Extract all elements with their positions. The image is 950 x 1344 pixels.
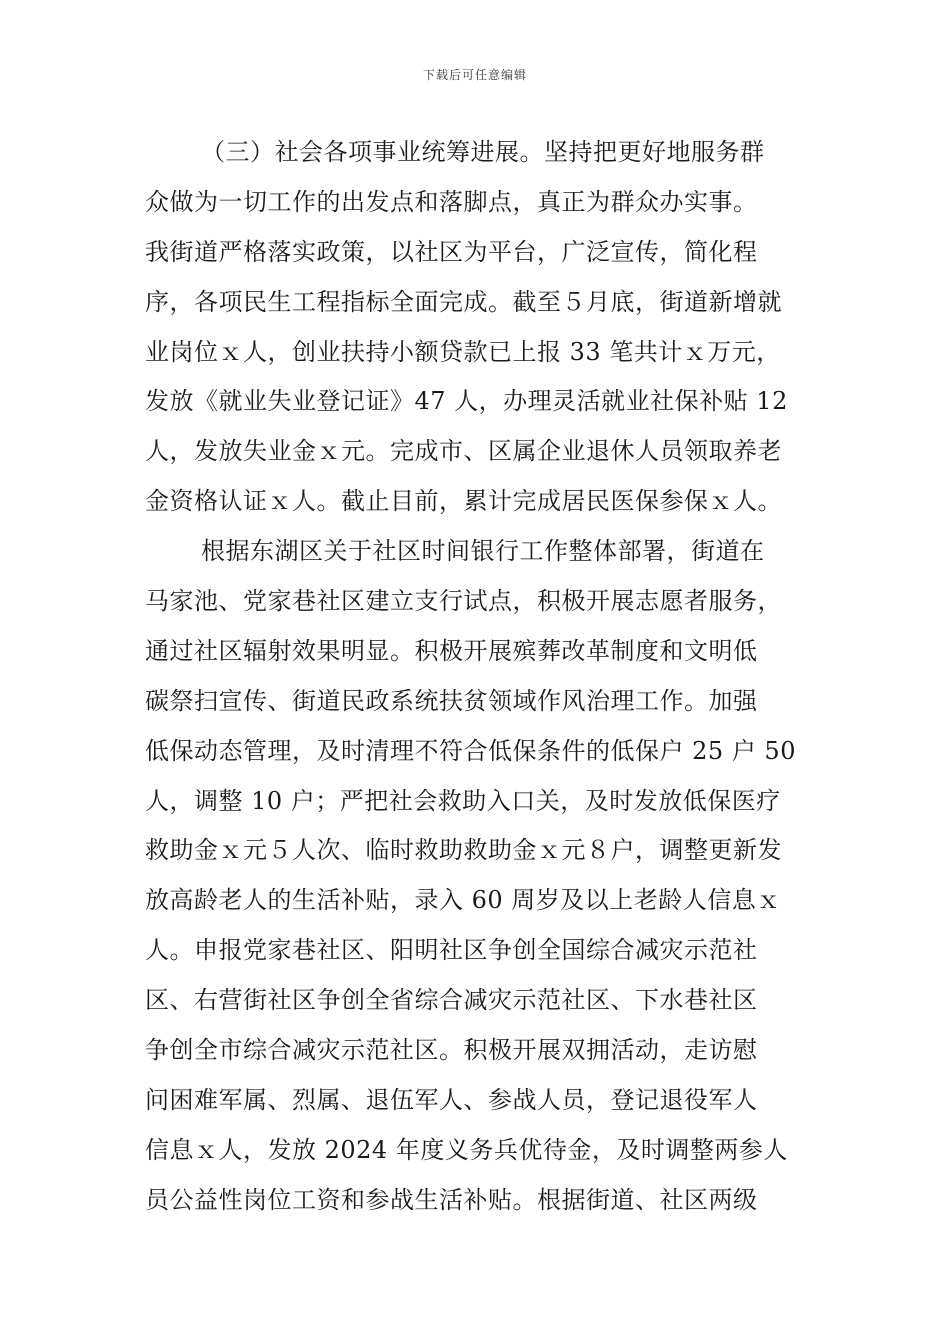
text-line: 低保动态管理，及时清理不符合低保条件的低保户 25 户 50 (145, 736, 796, 765)
text-line: 序，各项民生工程指标全面完成。截至５月底，街道新增就 (145, 287, 782, 316)
text-line: 救助金ｘ元５人次、临时救助救助金ｘ元８户，调整更新发 (145, 836, 782, 865)
text-line: 人。申报党家巷社区、阳明社区争创全国综合减灾示范社 (145, 936, 758, 965)
text-line: 通过社区辐射效果明显。积极开展殡葬改革制度和文明低 (145, 636, 758, 665)
text-line: 问困难军属、烈属、退伍军人、参战人员，登记退役军人 (145, 1085, 758, 1114)
text-line: 根据东湖区关于社区时间银行工作整体部署，街道在 (201, 537, 765, 566)
paragraph-1 (145, 128, 810, 527)
text-line: 信息ｘ人，发放 2024 年度义务兵优待金，及时调整两参人 (145, 1135, 788, 1164)
text-line: 人，调整 10 户；严把社会救助入口关，及时发放低保医疗 (145, 786, 781, 815)
text-line: 放高龄老人的生活补贴，录入 60 周岁及以上老龄人信息ｘ (145, 886, 781, 915)
page-header-note: 下载后可任意编辑 (422, 68, 527, 82)
text-line: 碳祭扫宣传、街道民政系统扶贫领域作风治理工作。加强 (145, 686, 758, 715)
text-line: 人，发放失业金ｘ元。完成市、区属企业退休人员领取养老 (145, 437, 782, 466)
document-body (145, 128, 810, 1226)
text-line: 众做为一切工作的出发点和落脚点，真正为群众办实事。 (145, 187, 758, 216)
text-line: 业岗位ｘ人，创业扶持小额贷款已上报 33 笔共计ｘ万元， (145, 337, 781, 366)
text-line: 发放《就业失业登记证》47 人，办理灵活就业社保补贴 12 (145, 387, 788, 416)
text-line: 区、右营街社区争创全省综合减灾示范社区、下水巷社区 (145, 986, 758, 1015)
text-line: 金资格认证ｘ人。截止目前，累计完成居民医保参保ｘ人。 (145, 487, 782, 516)
text-line: （三）社会各项事业统筹进展。坚持把更好地服务群 (201, 138, 765, 166)
text-line: 争创全市综合减灾示范社区。积极开展双拥活动，走访慰 (145, 1036, 758, 1065)
text-line: 我街道严格落实政策，以社区为平台，广泛宣传，简化程 (145, 237, 758, 266)
text-line: 马家池、党家巷社区建立支行试点，积极开展志愿者服务， (145, 587, 782, 616)
paragraph-2 (145, 527, 810, 1225)
text-line: 员公益性岗位工资和参战生活补贴。根据街道、社区两级 (145, 1185, 758, 1214)
